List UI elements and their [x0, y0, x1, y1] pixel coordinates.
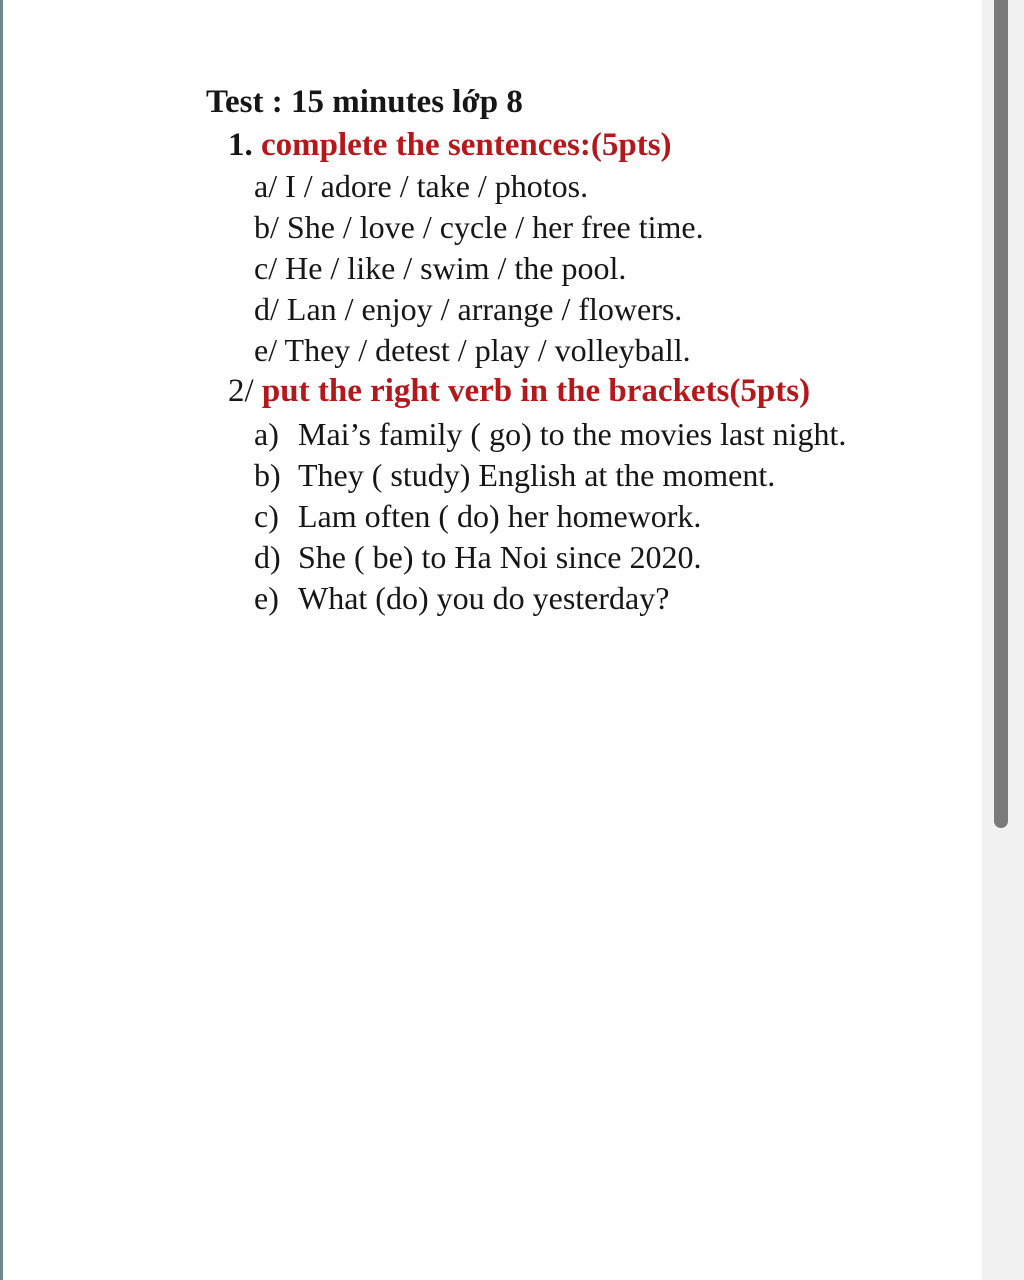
- list-item: b/ She / love / cycle / her free time.: [254, 209, 704, 245]
- scrollbar-thumb[interactable]: [994, 0, 1008, 828]
- section-2-list: [254, 414, 846, 619]
- list-item: e/ They / detest / play / volleyball.: [254, 332, 691, 368]
- section-2-heading: [228, 373, 810, 410]
- list-marker: c): [254, 498, 279, 534]
- list-item-text: What (do) you do yesterday?: [298, 580, 670, 616]
- list-marker: b): [254, 457, 281, 493]
- list-item: [254, 496, 846, 537]
- list-item: c/ He / like / swim / the pool.: [254, 250, 627, 286]
- scrollbar-track[interactable]: [982, 0, 1024, 1280]
- section-1-number: 1.: [228, 127, 253, 163]
- list-item: [254, 414, 846, 455]
- list-marker: d): [254, 539, 281, 575]
- list-item-text: Mai’s family ( go) to the movies last night.: [298, 416, 847, 452]
- section-2-number: 2/: [228, 373, 254, 409]
- list-item-text: She ( be) to Ha Noi since 2020.: [298, 539, 702, 575]
- list-item: d/ Lan / enjoy / arrange / flowers.: [254, 291, 683, 327]
- list-item: [254, 455, 846, 496]
- list-item: [254, 537, 846, 578]
- section-2-heading-text: put the right verb in the brackets(5pts): [261, 373, 811, 409]
- list-marker: a): [254, 416, 279, 452]
- test-title: Test : 15 minutes lớp 8: [206, 84, 523, 120]
- list-item-text: They ( study) English at the moment.: [298, 457, 776, 493]
- list-item: [254, 578, 846, 619]
- section-1-list: [254, 166, 704, 371]
- section-1-heading: [228, 127, 672, 164]
- list-item-text: Lam often ( do) her homework.: [298, 498, 702, 534]
- list-item: a/ I / adore / take / photos.: [254, 168, 589, 204]
- list-marker: e): [254, 580, 279, 616]
- section-1-heading-text: complete the sentences:(5pts): [261, 127, 672, 163]
